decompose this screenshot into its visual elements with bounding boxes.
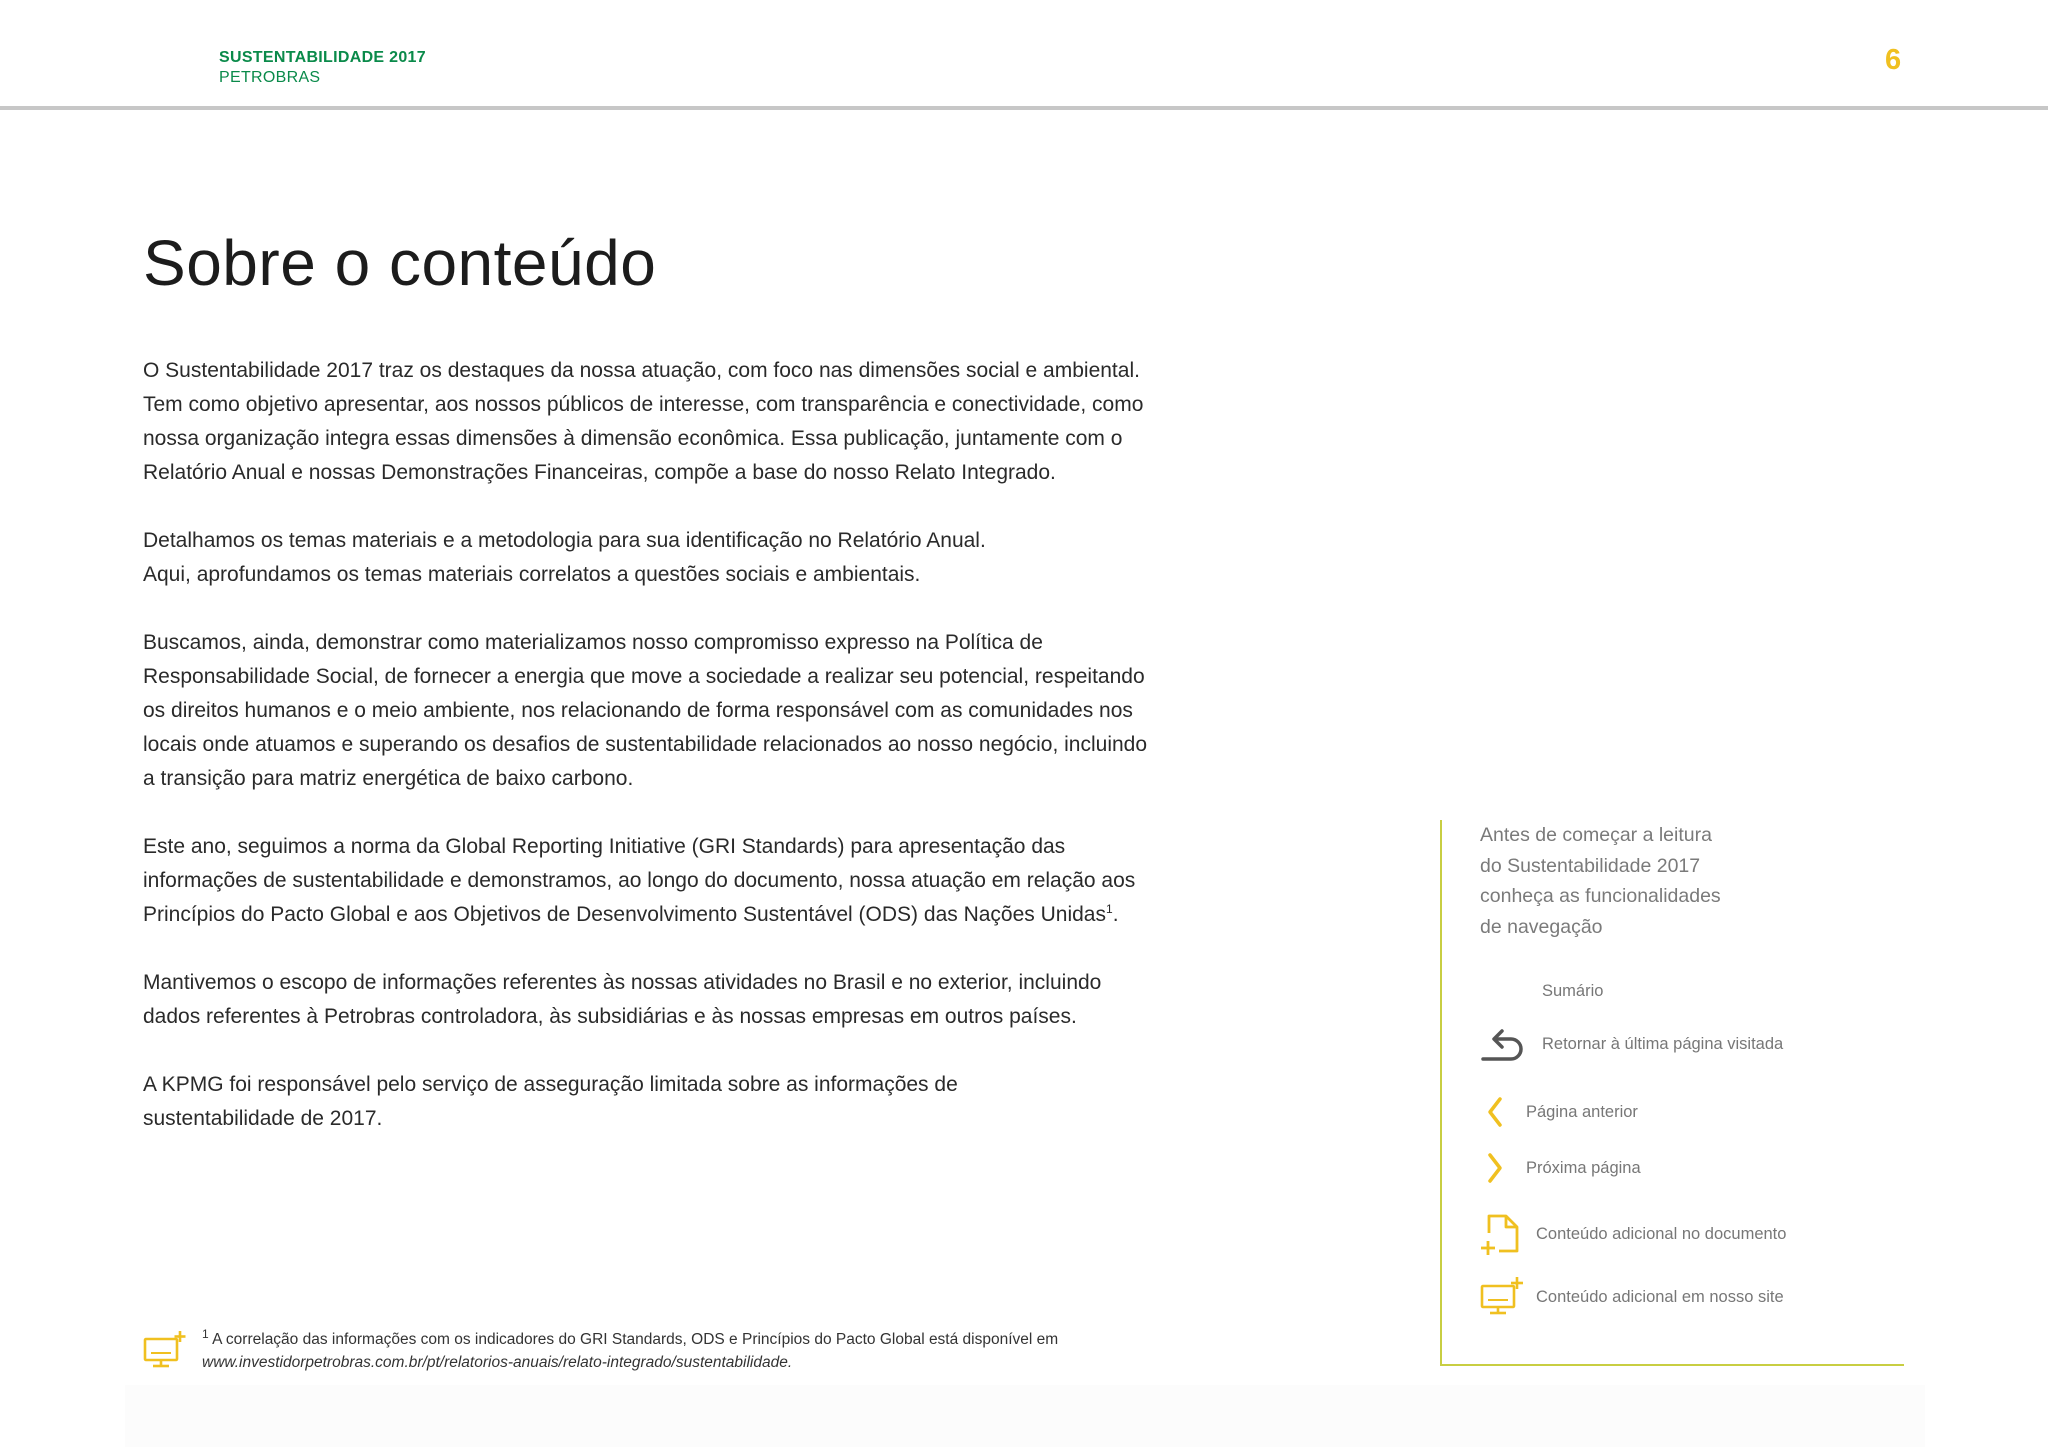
text-line-end: .	[1112, 903, 1119, 926]
page-title: Sobre o conteúdo	[143, 227, 657, 299]
nav-item-site-content[interactable]	[1480, 1276, 1900, 1320]
navigation-guide	[1440, 820, 1904, 1366]
text-line: informações de sustentabilidade e demonstramos, ao longo do documento, nossa atuação em relação aos	[143, 869, 1136, 892]
footnote-marker: 1	[202, 1326, 209, 1341]
text-line: Aqui, aprofundamos os temas materiais correlatos a questões sociais e ambientais.	[143, 563, 921, 586]
document-plus-icon	[1480, 1213, 1526, 1257]
brand	[219, 48, 426, 88]
return-arrow-icon	[1480, 1023, 1526, 1067]
nav-item-return[interactable]	[1480, 1023, 1900, 1067]
text-line: Buscamos, ainda, demonstrar como materializamos nosso compromisso expresso na Política de	[143, 631, 1043, 654]
monitor-plus-icon	[1480, 1276, 1526, 1320]
body-text	[143, 354, 1183, 1170]
text-line: Mantivemos o escopo de informações referentes às nossas atividades no Brasil e no exterior, incluindo	[143, 971, 1102, 994]
page-number: 6	[1885, 44, 1902, 76]
intro-line: do Sustentabilidade 2017	[1480, 854, 1701, 877]
paragraph-gri	[143, 830, 1183, 932]
summary-icon	[1480, 970, 1526, 1014]
nav-item-document-content[interactable]	[1480, 1213, 1900, 1257]
text-line: A KPMG foi responsável pelo serviço de asseguração limitada sobre as informações de	[143, 1073, 958, 1096]
text-line: sustentabilidade de 2017.	[143, 1107, 383, 1130]
brand-title: SUSTENTABILIDADE 2017	[219, 49, 426, 66]
brand-subtitle: PETROBRAS	[219, 69, 321, 86]
paragraph-intro	[143, 354, 1183, 490]
nav-item-label: Próxima página	[1526, 1159, 1641, 1177]
intro-line: Antes de começar a leitura	[1480, 824, 1712, 846]
nav-item-previous[interactable]	[1480, 1091, 1900, 1135]
text-line: a transição para matriz energética de baixo carbono.	[143, 767, 634, 790]
page-header	[0, 0, 2048, 110]
text-line: Este ano, seguimos a norma da Global Reporting Initiative (GRI Standards) para apresentação das	[143, 835, 1066, 858]
text-line: Responsabilidade Social, de fornecer a energia que move a sociedade a realizar seu potencial, respeitando	[143, 665, 1145, 688]
text-line: Princípios do Pacto Global e aos Objetivos de Desenvolvimento Sustentável (ODS) das Nações Unidas	[143, 903, 1106, 926]
chevron-right-icon	[1480, 1147, 1526, 1191]
nav-item-label: Retornar à última página visitada	[1542, 1035, 1784, 1053]
nav-item-label: Conteúdo adicional em nosso site	[1536, 1288, 1784, 1306]
paragraph-assurance	[143, 1068, 1183, 1136]
monitor-plus-icon[interactable]	[143, 1330, 187, 1370]
nav-item-label: Página anterior	[1526, 1103, 1638, 1121]
text-line: O Sustentabilidade 2017 traz os destaques da nossa atuação, com foco nas dimensões social e ambiental.	[143, 359, 1140, 382]
footnote-link[interactable]: www.investidorpetrobras.com.br/pt/relatorios-anuais/relato-integrado/sustentabilidade.	[202, 1354, 793, 1371]
text-line: dados referentes à Petrobras controladora, às subsidiárias e às nossas empresas em outros países.	[143, 1005, 1077, 1028]
nav-item-summary[interactable]	[1480, 970, 1900, 1014]
text-line: Detalhamos os temas materiais e a metodologia para sua identificação no Relatório Anual.	[143, 529, 986, 552]
text-line: Relatório Anual e nossas Demonstrações Financeiras, compõe a base do nosso Relato Integrado.	[143, 461, 1056, 484]
header-divider	[0, 106, 2048, 110]
text-line: locais onde atuamos e superando os desafios de sustentabilidade relacionados ao nosso negócio, incluindo	[143, 733, 1148, 756]
footnote-reference[interactable]: 1	[1106, 902, 1113, 916]
paragraph-scope	[143, 966, 1183, 1034]
nav-item-label: Sumário	[1542, 982, 1604, 1000]
intro-line: de navegação	[1480, 915, 1603, 938]
text-line: Tem como objetivo apresentar, aos nossos públicos de interesse, com transparência e conectividade, como	[143, 393, 1144, 416]
chevron-left-icon	[1480, 1091, 1526, 1135]
paragraph-material-topics	[143, 524, 1183, 592]
text-line: os direitos humanos e o meio ambiente, nos relacionando de forma responsável com as comunidades nos	[143, 699, 1133, 722]
paragraph-commitment	[143, 626, 1183, 796]
footnote-body: A correlação das informações com os indicadores do GRI Standards, ODS e Princípios do Pacto Global está disponível em	[212, 1331, 1059, 1348]
intro-line: conheça as funcionalidades	[1480, 885, 1721, 907]
footer-band	[125, 1385, 1925, 1447]
navigation-intro	[1480, 820, 1721, 942]
nav-item-next[interactable]	[1480, 1147, 1900, 1191]
text-line: nossa organização integra essas dimensões à dimensão econômica. Essa publicação, juntamente com o	[143, 427, 1123, 450]
footnote-text	[202, 1328, 1058, 1374]
nav-item-label: Conteúdo adicional no documento	[1536, 1225, 1787, 1243]
